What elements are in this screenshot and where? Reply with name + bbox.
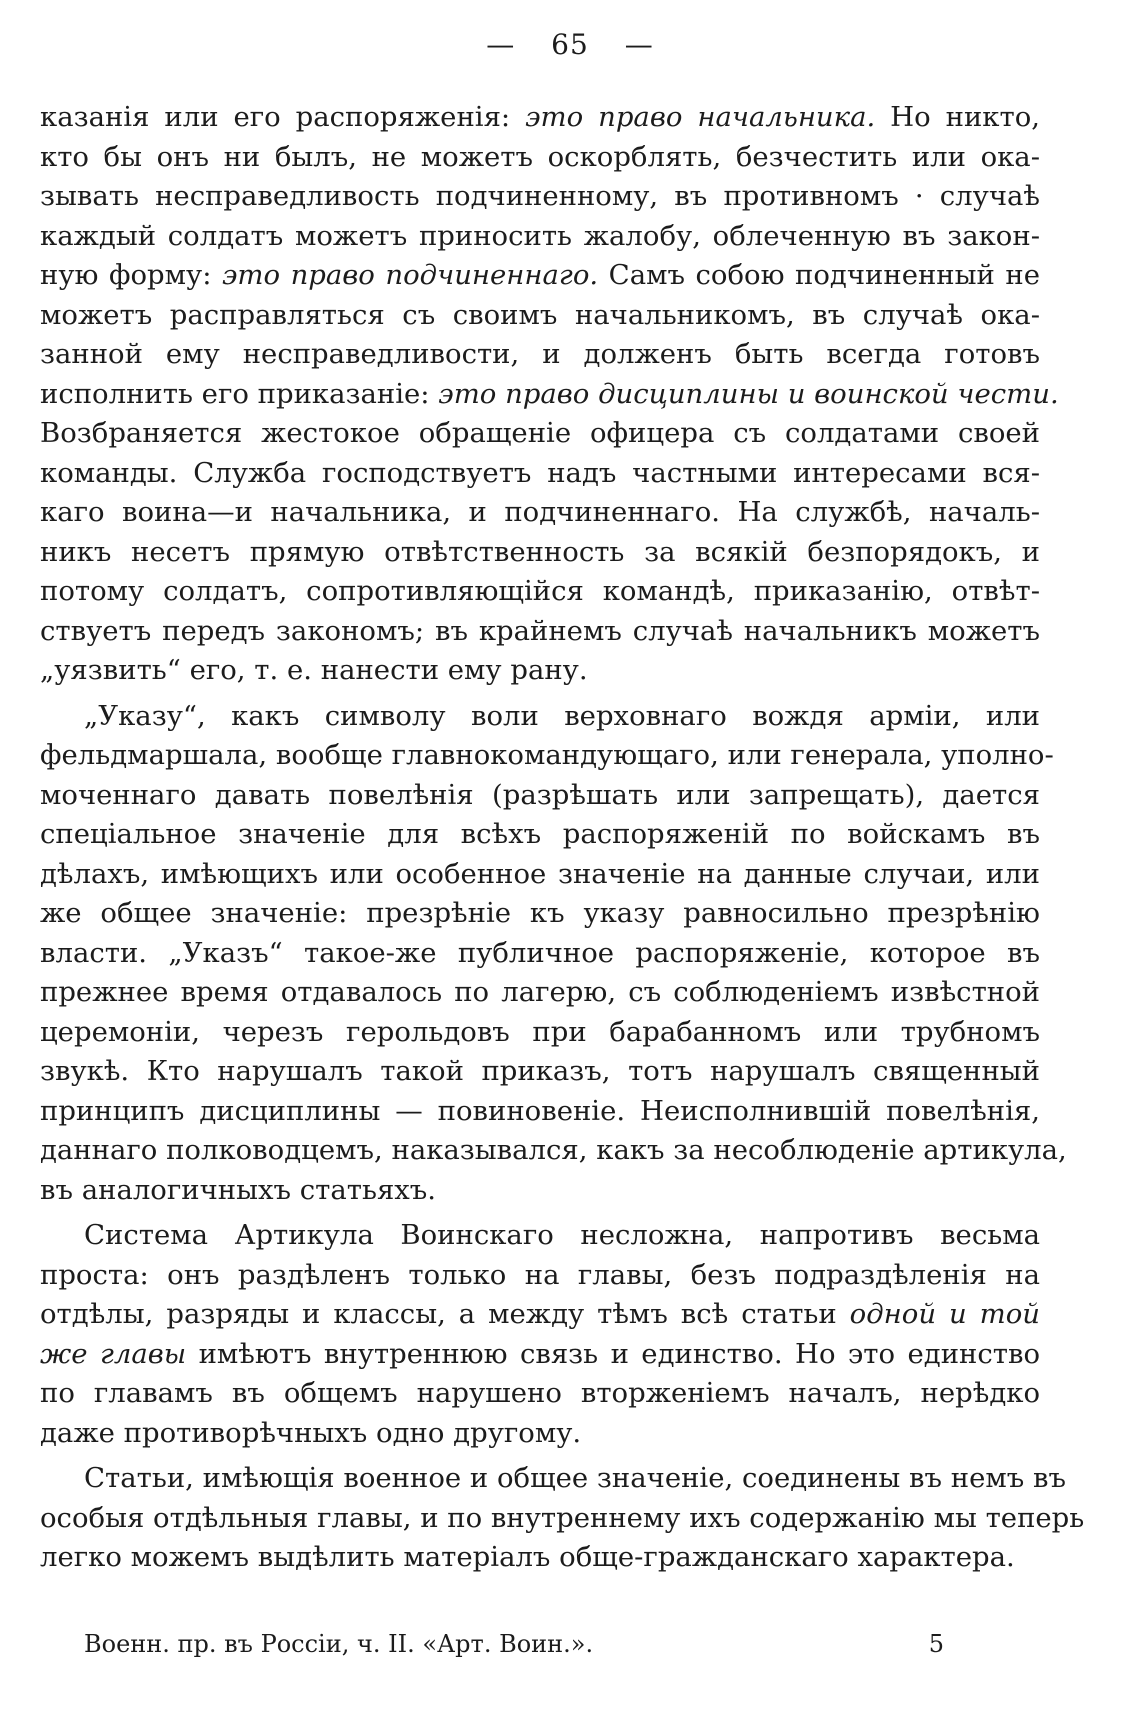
text-line: власти. „Указъ“ такое-же публичное распоряженіе, которое въ	[40, 936, 1040, 969]
text-line: легко можемъ выдѣлить матеріалъ обще-гражданскаго характера.	[40, 1541, 1015, 1573]
text-line	[40, 1295, 1040, 1335]
text-span: казанія или его распоряженія:	[40, 101, 526, 133]
italic-phrase: это право подчиненнаго.	[222, 259, 599, 291]
text-line: даже противорѣчныхъ одно другому.	[40, 1416, 582, 1449]
text-line	[40, 98, 1040, 138]
text-line: прежнее время отдавалось по лагерю, съ соблюденіемъ извѣстной	[40, 976, 1040, 1008]
text-line: фельдмаршала, вообще главнокомандующаго, или генерала, уполно-	[40, 739, 1054, 771]
text-line: команды. Служба господствуетъ надъ частными интересами вся-	[40, 456, 1040, 489]
text-line: Система Артикула Воинскаго несложна, напротивъ весьма	[84, 1219, 1040, 1251]
page-header	[0, 28, 1140, 61]
text-line: принципъ дисциплины — повиновеніе. Неисполнившій повелѣнія,	[40, 1094, 1040, 1127]
italic-phrase: одной и той	[849, 1298, 1040, 1330]
text-line: „Указу“, какъ символу воли верховнаго вождя арміи, или	[84, 699, 1040, 732]
text-line: Статьи, имѣющія военное и общее значеніе, соединены въ немъ въ	[84, 1462, 1066, 1494]
footer-source: Военн. пр. въ Россіи, ч. II. «Арт. Воин.».	[84, 1630, 594, 1658]
text-span: исполнить его приказаніе:	[40, 377, 439, 410]
text-line: каждый солдатъ можетъ приносить жалобу, облеченную въ закон-	[40, 219, 1040, 252]
text-line: никъ несетъ прямую отвѣтственность за всякій безпорядокъ, и	[40, 535, 1040, 568]
text-line: по главамъ въ общемъ нарушено вторженіемъ началъ, нерѣдко	[40, 1377, 1040, 1409]
text-line: въ аналогичныхъ статьяхъ.	[40, 1173, 437, 1206]
text-span: отдѣлы, разряды и классы, а между тѣмъ всѣ статьи	[40, 1298, 850, 1330]
text-line: даннаго полководцемъ, наказывался, какъ за несоблюденіе артикула,	[40, 1134, 1067, 1166]
text-line: Возбраняется жестокое обращеніе офицера съ солдатами своей	[40, 417, 1040, 449]
page-footer	[84, 1630, 944, 1658]
text-line: церемоніи, черезъ герольдовъ при барабанномъ или трубномъ	[40, 1015, 1040, 1048]
text-span: имѣютъ внутреннюю связь и единство. Но это единство	[186, 1337, 1041, 1370]
text-line: моченнаго давать повелѣнія (разрѣшать или запрещать), дается	[40, 778, 1040, 811]
text-line: особыя отдѣльныя главы, и по внутреннему ихъ содержанію мы теперь	[40, 1501, 1085, 1534]
text-line: занной ему несправедливости, и долженъ быть всегда готовъ	[40, 338, 1040, 370]
text-line: дѣлахъ, имѣющихъ или особенное значеніе на данные случаи, или	[40, 857, 1040, 890]
text-line: можетъ расправляться съ своимъ начальникомъ, въ случаѣ ока-	[40, 298, 1040, 331]
text-line: зывать несправедливость подчиненному, въ противномъ · случаѣ	[40, 180, 1040, 212]
text-span: ную форму:	[40, 259, 223, 291]
italic-phrase: это право начальника.	[525, 101, 876, 133]
header-dash-right: —	[624, 28, 654, 61]
text-line: проста: онъ раздѣленъ только на главы, безъ подраздѣленія на	[40, 1258, 1040, 1291]
text-line: кто бы онъ ни былъ, не можетъ оскорблять, безчестить или ока-	[40, 140, 1040, 173]
header-dash-left: —	[486, 28, 516, 61]
body-text	[40, 98, 1085, 1578]
text-line: ствуетъ передъ закономъ; въ крайнемъ случаѣ начальникъ можетъ	[40, 614, 1040, 647]
text-line	[40, 1335, 1040, 1375]
page-number: 65	[551, 28, 589, 61]
text-line	[40, 375, 1059, 415]
italic-phrase: же главы	[40, 1337, 187, 1370]
text-line: спеціальное значеніе для всѣхъ распоряженій по войскамъ въ	[40, 818, 1040, 850]
text-line: же общее значеніе: презрѣніе къ указу равносильно презрѣнію	[40, 897, 1040, 929]
text-line: „уязвить“ его, т. е. нанести ему рану.	[40, 654, 588, 686]
text-span: Но никто,	[875, 101, 1040, 133]
text-line	[40, 256, 1040, 296]
text-line: потому солдатъ, сопротивляющійся командѣ, приказанію, отвѣт-	[40, 575, 1040, 607]
italic-phrase: это право дисциплины и воинской чести.	[438, 377, 1059, 410]
text-line: звукѣ. Кто нарушалъ такой приказъ, тотъ нарушалъ священный	[40, 1055, 1040, 1087]
text-line: каго воина—и начальника, и подчиненнаго. На службѣ, началь-	[40, 496, 1040, 528]
text-span: Самъ собою подчиненный не	[598, 259, 1040, 291]
signature-mark: 5	[928, 1630, 944, 1658]
